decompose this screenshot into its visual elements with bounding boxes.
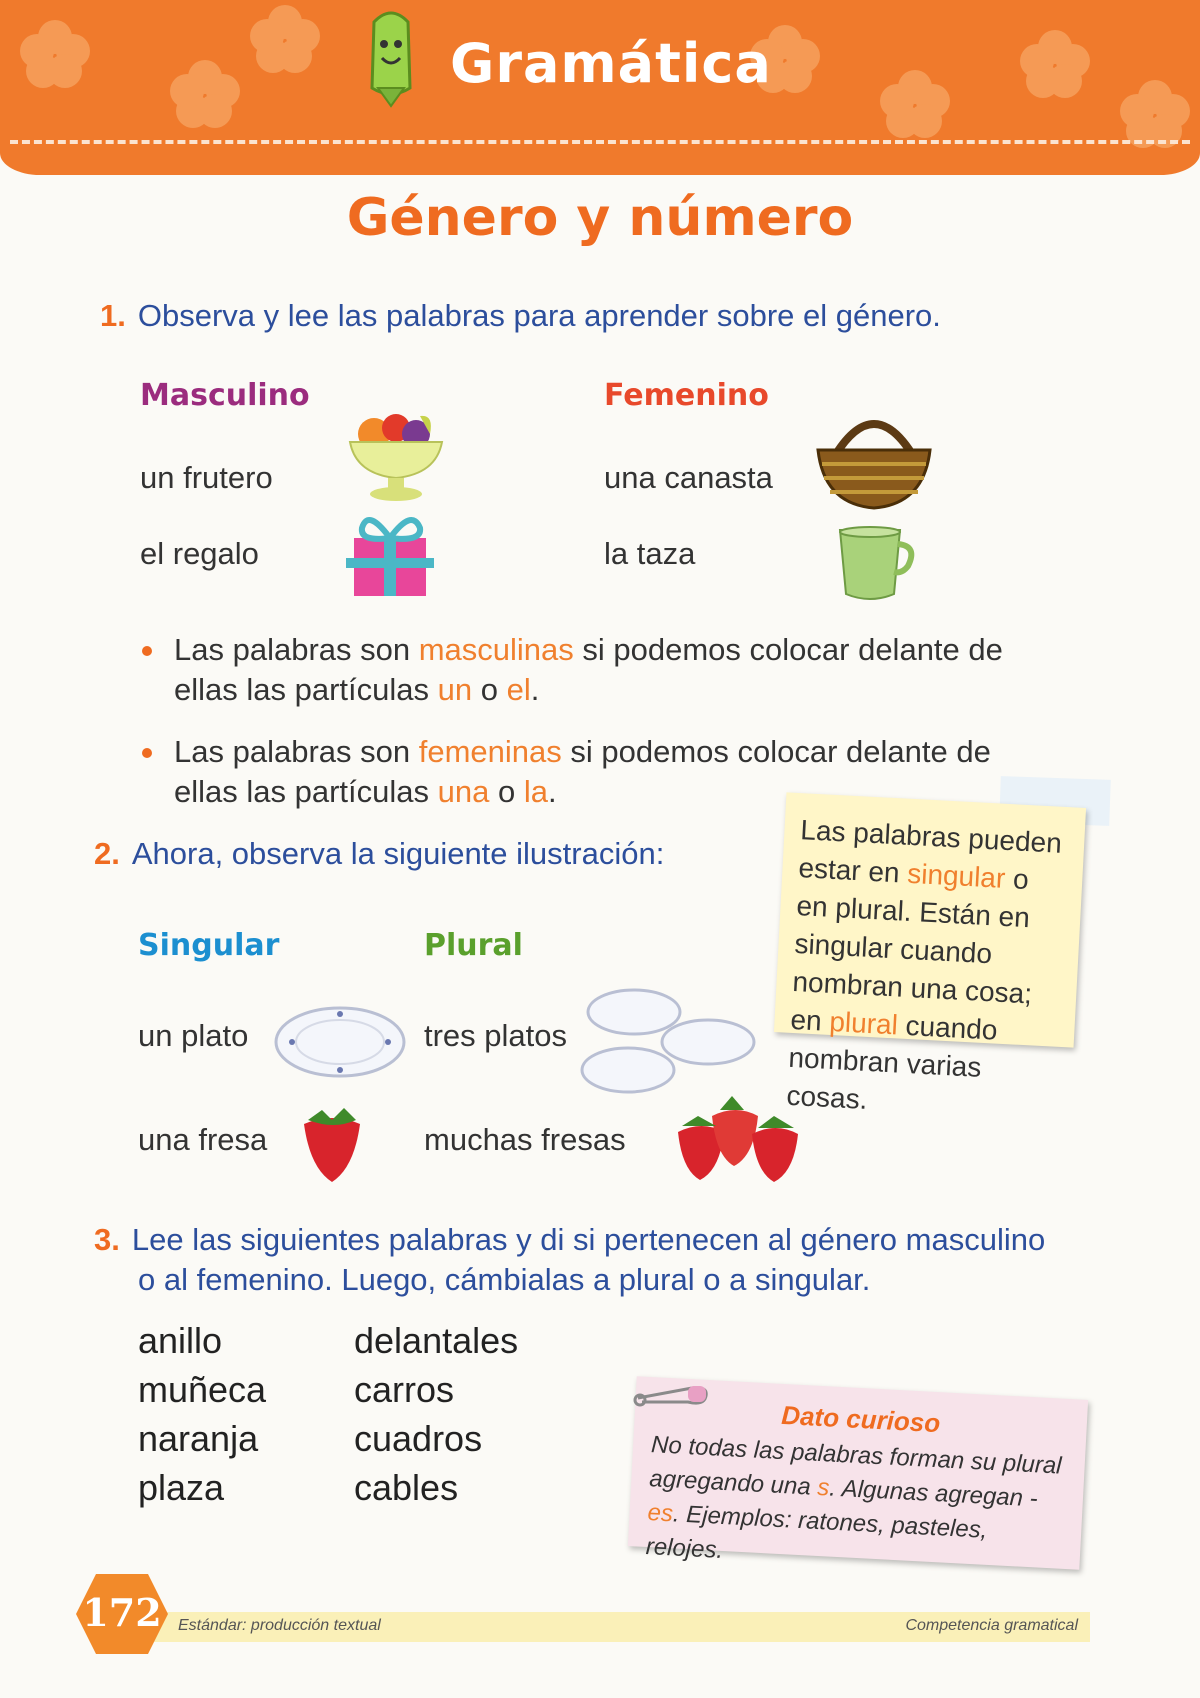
footer-bar [150,1612,1090,1642]
list-item: delantales [354,1320,519,1361]
flower-decoration [880,70,950,140]
question-text: Observa y lee las palabras para aprender sobre el género. [137,298,941,333]
question-number: 2. [94,836,120,871]
page-title: Género y número [346,188,854,248]
question-1 [100,298,941,334]
bullet-dot [142,646,152,656]
three-plates-icon [580,986,760,1098]
dashed-divider [10,140,1190,144]
flower-decoration [250,5,320,75]
question-number: 3. [94,1222,120,1257]
word-list-column-1 [138,1316,266,1512]
word-el-regalo: el regalo [140,536,259,571]
flower-decoration [1020,30,1090,100]
plural-label: Plural [424,928,523,963]
crayon-mascot-icon [360,8,422,108]
list-item: muñeca [138,1369,267,1410]
question-3 [94,1220,1045,1300]
question-text-line-2: o al femenino. Luego, cámbialas a plural o a singular. [138,1262,871,1297]
header-banner [0,0,1200,175]
masculino-label: Masculino [140,378,310,413]
singular-label: Singular [138,928,280,963]
word-muchas-fresas: muchas fresas [424,1122,626,1157]
list-item: naranja [138,1418,259,1459]
rule-bullet-masculine: Las palabras son masculinas si podemos colocar delante de ellas las partículas un o el. [142,630,1072,710]
info-note: Las palabras pueden estar en singular o en plural. Están en singular cuando nombran una cosa; en plural cuando nombran varias cosas. [774,792,1086,1047]
word-un-frutero: un frutero [140,460,273,495]
list-item: cuadros [354,1418,483,1459]
flower-decoration [170,60,240,130]
footer-standard: Estándar: producción textual [178,1617,381,1634]
word-una-fresa: una fresa [138,1122,268,1157]
word-un-plato: un plato [138,1018,249,1053]
flower-decoration [20,20,90,90]
list-item: carros [354,1369,455,1410]
strawberry-icon [294,1106,370,1184]
fruit-bowl-icon [344,404,448,504]
word-tres-platos: tres platos [424,1018,568,1053]
gift-icon [340,508,440,598]
fun-fact-title: Dato curioso [780,1399,941,1439]
bullet-dot [142,748,152,758]
section-title: Gramática [450,32,772,95]
question-number: 1. [100,298,126,333]
list-item: cables [354,1467,459,1508]
basket-icon [812,404,936,514]
fun-fact-text: No todas las palabras forman su plural agregando una s. Algunas agregan -es. Ejemplos: ratones, pasteles, relojes. [645,1431,1063,1565]
list-item: plaza [138,1467,225,1508]
word-una-canasta: una canasta [604,460,773,495]
femenino-label: Femenino [604,378,769,413]
cup-icon [836,524,920,604]
question-2 [94,836,664,872]
footer-competency: Competencia gramatical [905,1617,1078,1634]
list-item: anillo [138,1320,223,1361]
question-text-line-1: Lee las siguientes palabras y di si pertenecen al género masculino [131,1222,1046,1257]
safety-pin-icon [632,1380,712,1410]
rule-bullet-feminine: Las palabras son femeninas si podemos colocar delante de ellas las partículas una o la. [142,732,1072,812]
word-list-column-2 [354,1316,518,1512]
page-number: 172 [82,1590,162,1635]
word-la-taza: la taza [604,536,696,571]
question-text: Ahora, observa la siguiente ilustración: [131,836,665,871]
plate-icon [272,1004,408,1080]
